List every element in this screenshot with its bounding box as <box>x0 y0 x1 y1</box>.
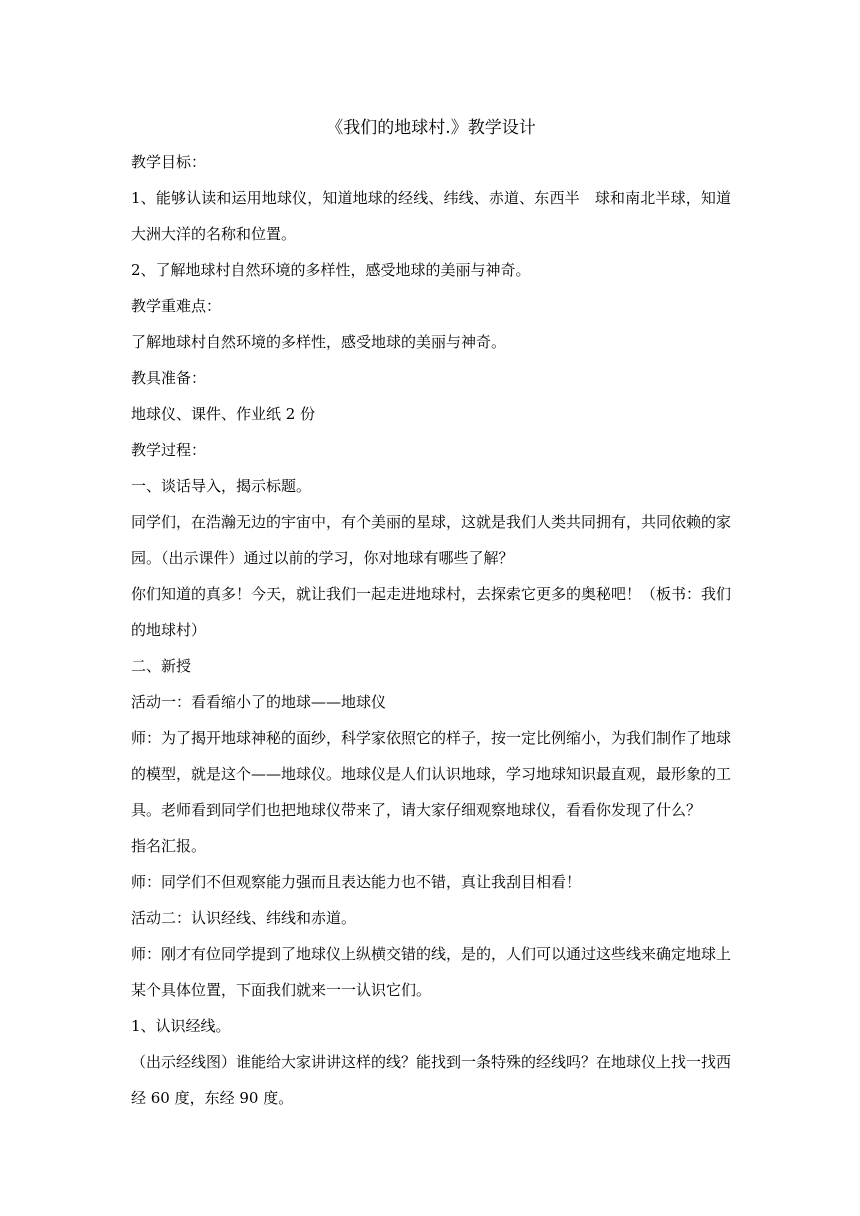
document-title: 《我们的地球村.》教学设计 <box>326 118 536 138</box>
document-body <box>131 112 731 1116</box>
report-paragraph: 指名汇报。 <box>131 837 207 855</box>
section-heading-materials: 教具准备： <box>131 369 207 387</box>
longitude-subheading: 1、认识经线。 <box>131 1017 231 1035</box>
activity-1-teacher-paragraph: 师：为了揭开地球神秘的面纱，科学家依照它的样子，按一定比例缩小，为我们制作了地球的模型，就是这个——地球仪。地球仪是人们认识地球，学习地球知识最直观，最形象的工具。老师看到同学们也把地球仪带来了，请大家仔细观察地球仪，看看你发现了什么？ <box>131 729 732 819</box>
teacher-praise-paragraph: 师：同学们不但观察能力强而且表达能力也不错，真让我刮目相看！ <box>131 873 582 891</box>
key-points-text: 了解地球村自然环境的多样性，感受地球的美丽与神奇。 <box>131 333 507 351</box>
activity-1-heading: 活动一：看看缩小了的地球——地球仪 <box>131 693 387 711</box>
section-heading-key-points: 教学重难点： <box>131 297 222 315</box>
section-heading-objectives: 教学目标： <box>131 153 207 171</box>
activity-2-heading: 活动二：认识经线、纬线和赤道。 <box>131 909 357 927</box>
activity-2-teacher-paragraph: 师：刚才有位同学提到了地球仪上纵横交错的线，是的，人们可以通过这些线来确定地球上某个具体位置，下面我们就来一一认识它们。 <box>131 945 732 999</box>
objective-item-2: 2、了解地球村自然环境的多样性，感受地球的美丽与神奇。 <box>131 261 531 279</box>
materials-text: 地球仪、课件、作业纸 2 份 <box>131 405 316 423</box>
process-step-1-heading: 一、谈话导入，揭示标题。 <box>131 477 312 495</box>
longitude-paragraph: （出示经线图）谁能给大家讲讲这样的线？能找到一条特殊的经线吗？在地球仪上找一找西经 60 度，东经 90 度。 <box>131 1053 732 1107</box>
intro-paragraph: 同学们，在浩瀚无边的宇宙中，有个美丽的星球，这就是我们人类共同拥有，共同依赖的家园。（出示课件）通过以前的学习，你对地球有哪些了解？ <box>131 513 732 567</box>
objective-item-1: 1、能够认读和运用地球仪，知道地球的经线、纬线、赤道、东西半 球和南北半球，知道大洲大洋的名称和位置。 <box>131 189 731 243</box>
intro-followup-paragraph: 你们知道的真多！今天，就让我们一起走进地球村，去探索它更多的奥秘吧！（板书：我们的地球村） <box>131 585 732 639</box>
process-step-2-heading: 二、新授 <box>131 657 192 675</box>
section-heading-process: 教学过程： <box>131 441 207 459</box>
